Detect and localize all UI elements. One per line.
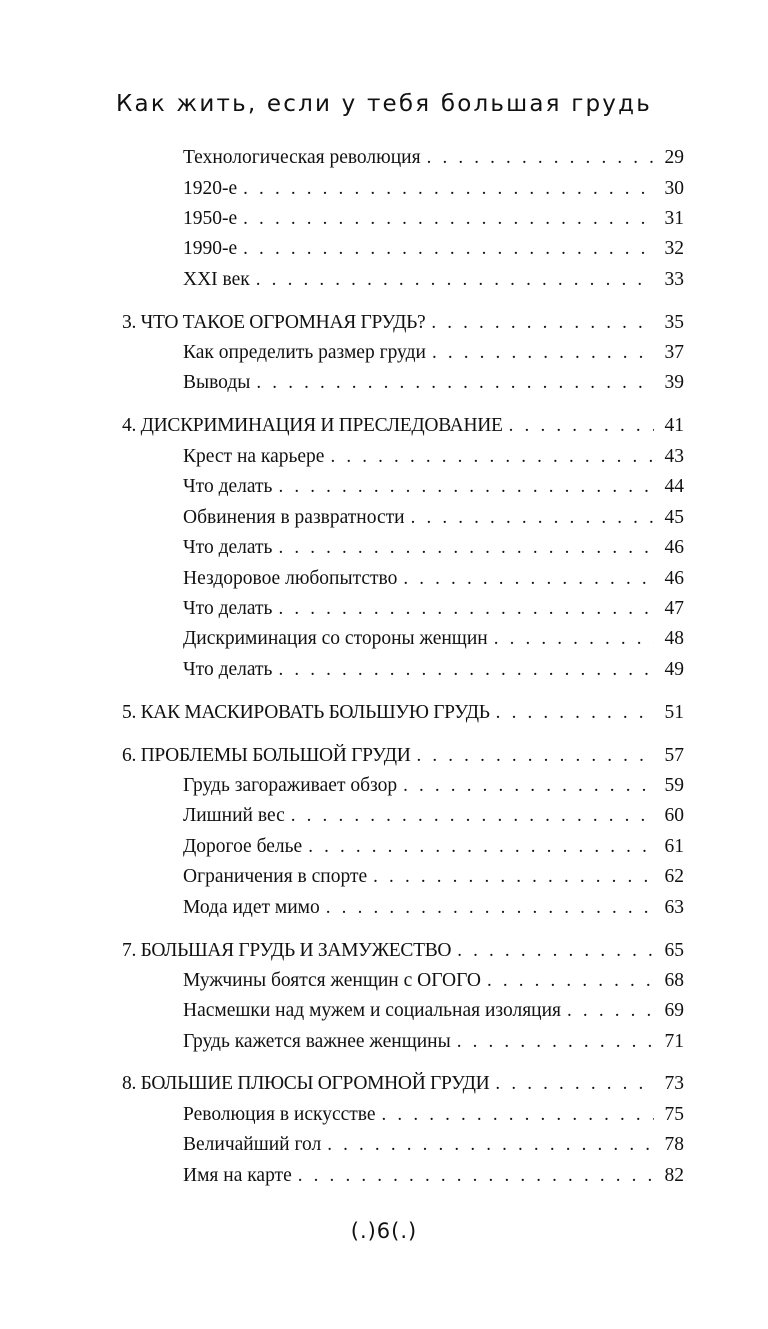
toc-page-number: 48 <box>664 628 684 649</box>
toc-section-entry <box>183 503 684 533</box>
dot-leader <box>403 564 654 594</box>
dot-leader <box>457 936 654 966</box>
toc-page-number: 45 <box>664 507 684 528</box>
dot-leader <box>256 265 654 295</box>
dot-leader <box>487 966 654 996</box>
toc-section-entry <box>183 143 684 173</box>
dot-leader <box>496 698 654 728</box>
dot-leader <box>291 801 654 831</box>
toc-section-entry <box>183 594 684 624</box>
toc-entry-title: XXI век <box>183 269 250 290</box>
dot-leader <box>278 533 654 563</box>
dot-leader <box>278 472 654 502</box>
toc-page-number: 60 <box>664 805 684 826</box>
toc-page-number: 46 <box>664 568 684 589</box>
toc-entry-title: 8. БОЛЬШИЕ ПЛЮСЫ ОГРОМНОЙ ГРУДИ <box>122 1073 490 1094</box>
toc-entry-title: Грудь загораживает обзор <box>183 775 398 796</box>
toc-entry-title: 5. КАК МАСКИРОВАТЬ БОЛЬШУЮ ГРУДЬ <box>122 702 490 723</box>
toc-page-number: 57 <box>664 745 684 766</box>
toc-entry-title: Революция в искусстве <box>183 1104 376 1125</box>
toc-page-number: 44 <box>664 476 684 497</box>
toc-page-number: 29 <box>664 147 684 168</box>
toc-chapter-entry <box>122 936 684 966</box>
dot-leader <box>382 1100 654 1130</box>
toc-entry-title: Нездоровое любопытство <box>183 568 398 589</box>
toc-entry-title: Как определить размер груди <box>183 342 426 363</box>
dot-leader <box>327 1130 654 1160</box>
toc-section-entry <box>183 966 684 996</box>
toc-page-number: 33 <box>664 269 684 290</box>
toc-page-number: 43 <box>664 446 684 467</box>
toc-section-entry <box>183 655 684 685</box>
toc-entry-title: Лишний вес <box>183 805 285 826</box>
toc-entry-title: Имя на карте <box>183 1165 292 1186</box>
dot-leader <box>495 1069 654 1099</box>
toc-section-entry <box>183 204 684 234</box>
toc-section-entry <box>183 862 684 892</box>
toc-entry-title: Мода идет мимо <box>183 897 320 918</box>
dot-leader <box>243 234 654 264</box>
toc-section-entry <box>183 801 684 831</box>
toc-section-entry <box>183 265 684 295</box>
toc-section-entry <box>183 234 684 264</box>
toc-section-entry <box>183 1161 684 1191</box>
toc-page-number: 68 <box>664 970 684 991</box>
toc-page-number: 47 <box>664 598 684 619</box>
toc-chapter-entry <box>122 698 684 728</box>
toc-chapter-entry <box>122 411 684 441</box>
toc-section-entry <box>183 442 684 472</box>
toc-entry-title: Насмешки над мужем и социальная изоляция <box>183 1000 562 1021</box>
toc-entry-title: Выводы <box>183 372 251 393</box>
dot-leader <box>427 143 654 173</box>
toc-section-entry <box>183 368 684 398</box>
dot-leader <box>256 368 654 398</box>
toc-page-number: 78 <box>664 1134 684 1155</box>
dot-leader <box>457 1027 654 1057</box>
toc-section-entry <box>183 893 684 923</box>
toc-page-number: 71 <box>664 1031 684 1052</box>
dot-leader <box>431 308 654 338</box>
toc-section-entry <box>183 996 684 1026</box>
toc-section-entry <box>183 174 684 204</box>
toc-entry-title: Ограничения в спорте <box>183 866 368 887</box>
toc-section-entry <box>183 771 684 801</box>
dot-leader <box>411 503 654 533</box>
toc-entry-title: Мужчины боятся женщин с ОГОГО <box>183 970 481 991</box>
toc-entry-title: Крест на карьере <box>183 446 325 467</box>
dot-leader <box>278 655 654 685</box>
toc-entry-title: 1920-е <box>183 178 238 199</box>
toc-entry-title: 4. ДИСКРИМИНАЦИЯ И ПРЕСЛЕДОВАНИЕ <box>122 415 503 436</box>
dot-leader <box>373 862 654 892</box>
dot-leader <box>326 893 654 923</box>
toc-page-number: 59 <box>664 775 684 796</box>
toc-entry-title: Что делать <box>183 476 273 497</box>
toc-page-number: 73 <box>664 1073 684 1094</box>
toc-page-number: 35 <box>664 312 684 333</box>
toc-chapter-entry <box>122 308 684 338</box>
dot-leader <box>278 594 654 624</box>
toc-section-entry <box>183 1100 684 1130</box>
dot-leader <box>432 338 654 368</box>
dot-leader <box>567 996 654 1026</box>
toc-page-number: 61 <box>664 836 684 857</box>
toc-page-number: 30 <box>664 178 684 199</box>
toc-entry-title: 3. ЧТО ТАКОЕ ОГРОМНАЯ ГРУДЬ? <box>122 312 426 333</box>
toc-page-number: 65 <box>664 940 684 961</box>
toc-page-number: 41 <box>664 415 684 436</box>
dot-leader <box>509 411 654 441</box>
toc-entry-title: Что делать <box>183 659 273 680</box>
toc-entry-title: 1950-е <box>183 208 238 229</box>
toc-page-number: 37 <box>664 342 684 363</box>
toc-entry-title: Что делать <box>183 537 273 558</box>
toc-entry-title: 6. ПРОБЛЕМЫ БОЛЬШОЙ ГРУДИ <box>122 745 411 766</box>
toc-page-number: 32 <box>664 238 684 259</box>
toc-section-entry <box>183 1130 684 1160</box>
table-of-contents <box>122 0 684 1329</box>
toc-page-number: 63 <box>664 897 684 918</box>
dot-leader <box>494 624 654 654</box>
toc-entry-title: 7. БОЛЬШАЯ ГРУДЬ И ЗАМУЖЕСТВО <box>122 940 452 961</box>
dot-leader <box>243 204 654 234</box>
toc-entry-title: Дорогое белье <box>183 836 303 857</box>
toc-page-number: 39 <box>664 372 684 393</box>
toc-section-entry <box>183 533 684 563</box>
toc-page-number: 62 <box>664 866 684 887</box>
toc-page-number: 46 <box>664 537 684 558</box>
dot-leader <box>403 771 654 801</box>
toc-section-entry <box>183 472 684 502</box>
dot-leader <box>416 741 654 771</box>
toc-page-number: 49 <box>664 659 684 680</box>
toc-page-number: 69 <box>664 1000 684 1021</box>
toc-page-number: 51 <box>664 702 684 723</box>
dot-leader <box>330 442 654 472</box>
toc-chapter-entry <box>122 741 684 771</box>
dot-leader <box>243 174 654 204</box>
toc-chapter-entry <box>122 1069 684 1099</box>
toc-section-entry <box>183 832 684 862</box>
page-number: (.)6(.) <box>350 1219 418 1243</box>
toc-entry-title: Обвинения в развратности <box>183 507 405 528</box>
toc-entry-title: 1990-е <box>183 238 238 259</box>
toc-section-entry <box>183 338 684 368</box>
toc-entry-title: Что делать <box>183 598 273 619</box>
toc-entry-title: Дискриминация со стороны женщин <box>183 628 488 649</box>
dot-leader <box>308 832 654 862</box>
toc-entry-title: Величайший гол <box>183 1134 322 1155</box>
toc-page-number: 82 <box>664 1165 684 1186</box>
toc-page-number: 75 <box>664 1104 684 1125</box>
toc-page-number: 31 <box>664 208 684 229</box>
running-header: Как жить, если у тебя большая грудь <box>116 91 652 117</box>
toc-entry-title: Технологическая революция <box>183 147 421 168</box>
toc-entry-title: Грудь кажется важнее женщины <box>183 1031 451 1052</box>
dot-leader <box>298 1161 654 1191</box>
toc-section-entry <box>183 564 684 594</box>
toc-section-entry <box>183 1027 684 1057</box>
toc-section-entry <box>183 624 684 654</box>
